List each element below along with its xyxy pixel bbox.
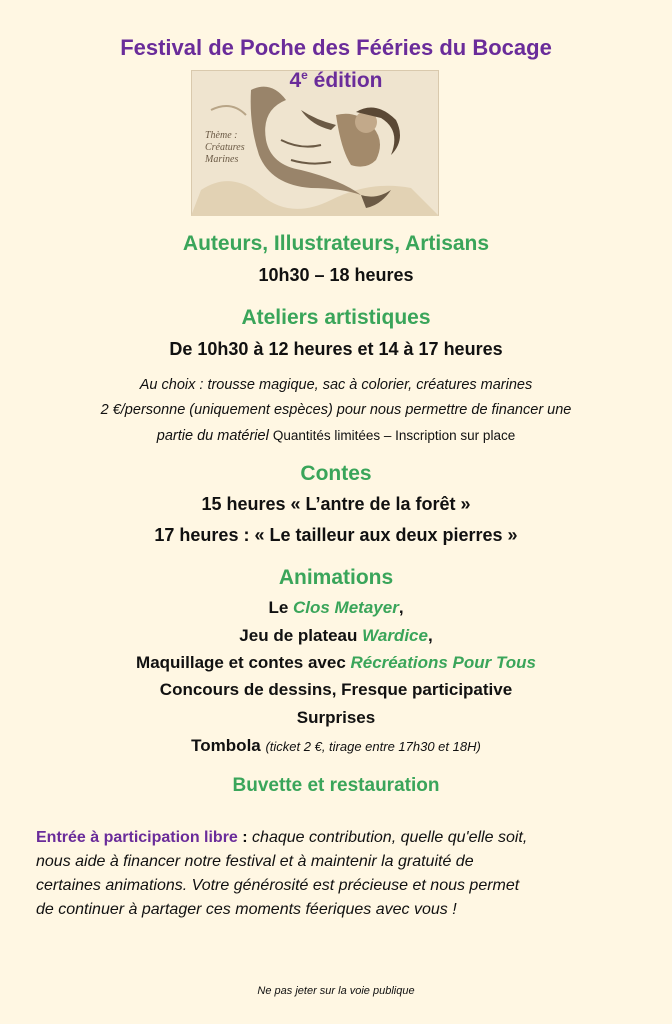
theme-text-2: Créatures: [205, 142, 245, 153]
tombola-label: Tombola: [191, 736, 266, 755]
recreations-name: Récréations Pour Tous: [350, 653, 536, 672]
theme-text-1: Thème :: [205, 130, 238, 141]
workshops-note-3-italic: partie du matériel: [156, 428, 273, 444]
workshops-note-2: 2 €/personne (uniquement espèces) pour nous permettre de financer une: [100, 402, 572, 418]
entry-colon: :: [237, 829, 253, 846]
animations-line-5: Surprises: [296, 708, 376, 727]
tales-heading: Contes: [300, 462, 372, 485]
edition-label: [0, 68, 672, 93]
entry-line-4: de continuer à partager ces moments féeriques avec vous !: [36, 901, 457, 918]
refreshments-heading: Buvette et restauration: [232, 775, 440, 796]
clos-metayer-name: Clos Metayer: [293, 598, 399, 617]
tales-line-1: 15 heures « L’antre de la forêt »: [201, 494, 471, 514]
edition-superscript: e: [301, 68, 308, 82]
festival-title: Festival de Poche des Fééries du Bocage: [120, 35, 552, 60]
workshops-heading: Ateliers artistiques: [241, 306, 431, 329]
animations-line-2: [0, 626, 672, 646]
wardice-name: Wardice: [362, 626, 428, 645]
workshops-note-1: Au choix : trousse magique, sac à colorier, créatures marines: [139, 377, 533, 393]
entry-line-2: nous aide à financer notre festival et à maintenir la gratuité de: [36, 853, 474, 870]
animations-line-2-prefix: Jeu de plateau: [239, 626, 363, 645]
workshops-note-3: [0, 427, 672, 445]
animations-line-2-suffix: ,: [427, 626, 433, 645]
entry-lead: Entrée à participation libre: [36, 829, 238, 846]
theme-text-3: Marines: [205, 154, 239, 165]
animations-line-1: [0, 598, 672, 618]
footer-note: Ne pas jeter sur la voie publique: [257, 985, 415, 997]
entry-paragraph: [36, 826, 648, 922]
animations-line-1-suffix: ,: [398, 598, 404, 617]
edition-number: 4: [289, 69, 302, 92]
workshops-time: De 10h30 à 12 heures et 14 à 17 heures: [169, 339, 503, 359]
tombola-details: (ticket 2 €, tirage entre 17h30 et 18H): [265, 739, 481, 754]
entry-line-1-text: chaque contribution, quelle qu'elle soit,: [252, 829, 528, 846]
entry-line-3: certaines animations. Votre générosité est précieuse et nous permet: [36, 877, 520, 894]
animations-line-3: [0, 653, 672, 673]
animations-line-1-prefix: Le: [268, 598, 293, 617]
authors-heading: Auteurs, Illustrateurs, Artisans: [182, 232, 490, 255]
workshops-note-3-normal: Quantités limitées – Inscription sur place: [272, 428, 516, 443]
animations-line-6: [0, 736, 672, 756]
animations-line-4: Concours de dessins, Fresque participative: [159, 680, 513, 699]
tales-line-2: 17 heures : « Le tailleur aux deux pierres »: [154, 525, 518, 545]
animations-line-3-prefix: Maquillage et contes avec: [136, 653, 351, 672]
animations-heading: Animations: [278, 566, 394, 589]
entry-line-1: [36, 826, 648, 850]
authors-time: 10h30 – 18 heures: [258, 265, 414, 285]
edition-word: édition: [307, 69, 383, 92]
